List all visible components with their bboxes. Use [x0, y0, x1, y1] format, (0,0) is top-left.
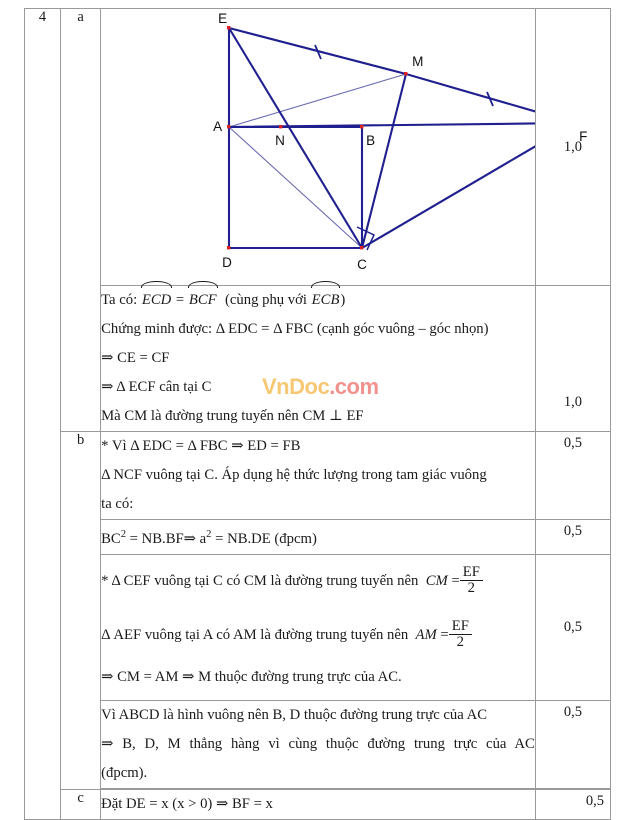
angle-ecd: ECD	[141, 286, 172, 315]
angle-bcf: BCF	[188, 286, 218, 315]
part-b-line-7: ⇒ CM = AM ⇒ M thuộc đường trung trực của AC.	[101, 668, 402, 685]
var-am: AM	[415, 626, 437, 643]
part-b-line-2: Δ NCF vuông tại C. Áp dụng hệ thức lượng trong tam giác vuông	[101, 467, 487, 483]
part-b-line-4: $BC^2$ = NB.BF⇒ $a^2 = NB.DE$ (đpcm)	[101, 529, 317, 547]
score-cell-b3: 0,5	[535, 554, 610, 700]
part-b-line-9: ⇒ B, D, M thẳng hàng vì cùng thuộc đường trung trực của AC	[101, 735, 535, 752]
part-c-block	[101, 789, 536, 819]
table-row	[25, 9, 611, 286]
watermark-brand: VnDoc	[262, 374, 330, 399]
exponent-2: 2	[120, 529, 126, 540]
score-cell-b2: 0,5	[535, 520, 610, 555]
part-label-c: c	[61, 789, 101, 819]
score-cell-b1: 0,5	[535, 432, 610, 520]
table-row	[25, 432, 611, 520]
var-cm: CM	[425, 572, 448, 589]
part-a-line-4: ⇒ Δ ECF cân tại C	[101, 379, 212, 395]
exponent-2b: 2	[206, 529, 212, 540]
part-a-paren-close: )	[340, 292, 346, 308]
vertex-label-n: N	[275, 133, 285, 148]
part-a-line-5: Mà CM là đường trung tuyến nên CM ⊥ EF	[101, 408, 364, 424]
vertex-label-b: B	[366, 133, 376, 148]
part-a-line-2: Chứng minh được: Δ EDC = Δ FBC (cạnh góc vuông – góc nhọn)	[101, 321, 489, 337]
part-label-a: a	[61, 9, 101, 432]
part-b-line-6: Δ AEF vuông tại A có AM là đường trung tuyến nên AM = $\frac{EF}{2}$	[101, 617, 535, 653]
part-b-line-5: * Δ CEF vuông tại C có CM là đường trung tuyến nên CM = $\frac{EF}{2}$	[101, 563, 535, 599]
vertex-label-c: C	[357, 257, 367, 272]
vertex-label-d: D	[222, 255, 232, 270]
part-a-line-3: ⇒ CE = CF	[101, 350, 170, 366]
vndoc-watermark	[262, 374, 379, 400]
grading-table	[24, 8, 611, 820]
part-a-proof-cell	[101, 286, 536, 432]
tick-marks	[315, 45, 493, 106]
part-b-line-10: (đpcm).	[101, 764, 148, 781]
score-cell-a2: 1,0	[535, 286, 610, 432]
part-b-line-3: ta có:	[101, 496, 134, 512]
part-a-paren-open: (cùng phụ với	[224, 292, 307, 308]
vertex-label-e: E	[218, 11, 228, 26]
score-cell-c: 0,5	[535, 789, 610, 819]
question-number-cell: 4	[25, 9, 61, 820]
table-row	[25, 520, 611, 555]
watermark-tld: .com	[329, 374, 379, 399]
part-b-block-3	[101, 554, 536, 700]
vertex-label-a: A	[213, 119, 223, 134]
table-row	[25, 789, 611, 819]
diagram-svg	[101, 9, 535, 285]
vertex-label-f: F	[579, 129, 588, 144]
part-b-line-1: * Vì Δ EDC = Δ FBC ⇒ ED = FB	[101, 438, 301, 454]
table-row	[25, 700, 611, 788]
part-label-b: b	[61, 432, 101, 790]
table-row	[25, 554, 611, 700]
vertex-dots	[227, 26, 535, 249]
part-c-line-1: Đặt DE = x (x > 0) ⇒ BF = x	[101, 795, 273, 812]
fraction-ef-2b: $\frac{EF}{2}$	[449, 619, 472, 651]
table-row	[25, 286, 611, 432]
part-b-block-1	[101, 432, 536, 520]
part-a-line-1	[101, 286, 535, 315]
angle-ecb: ECB	[311, 286, 341, 315]
part-b-block-2	[101, 520, 536, 555]
thin-construction-lines	[229, 74, 406, 248]
score-cell-b4: 0,5	[535, 700, 610, 788]
part-b-line-8: Vì ABCD là hình vuông nên B, D thuộc đường trung trực của AC	[101, 706, 488, 723]
part-b-block-4	[101, 700, 536, 788]
equals-sign: =	[175, 292, 185, 308]
part-a-lead: Ta có:	[101, 292, 138, 308]
vertex-label-m: M	[412, 54, 424, 69]
score-cell-a1: 1,0	[535, 9, 610, 286]
fraction-ef-2: $\frac{EF}{2}$	[460, 565, 483, 597]
